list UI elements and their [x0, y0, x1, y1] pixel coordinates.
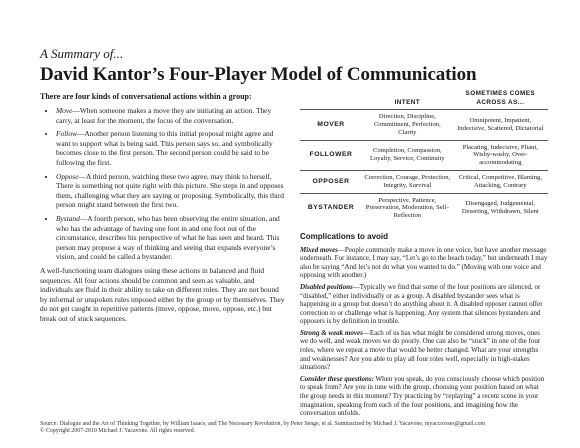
intent-cell: Correction, Courage, Protection, Integrity, Survival	[362, 170, 453, 193]
left-column	[40, 92, 288, 323]
list-item-move	[56, 106, 288, 125]
across-cell: Omnipotent, Impatient, Indecisive, Scattered, Dictatorial	[453, 110, 548, 140]
desc-bystand: —A fourth person, who has been observing the entire situation, and who has the advantage of having one foot in and one foot out of the circumstance, describes his perspective of what he has seen and heard. This person may propose a way of thinking and seeing that expands everyone’s vision, and could be called a bystander.	[56, 213, 280, 262]
role-mover: MOVER	[300, 110, 362, 140]
source-line: Source: Dialogue and the Art of Thinking Together, by William Isaacs, and The Necessary Revolution, by Peter Senge, et al. Summarized by Michael J. Yacavone, myaccrosses@gmail.com	[40, 421, 486, 427]
complication-questions	[300, 375, 548, 418]
term-questions: Consider these questions:	[300, 374, 374, 383]
desc-questions: When you speak, do you consciously choose which position to speak from? Are you in tune with the group, choosing your position based on what the group needs in this moment? Try practicing by “replaying” a recent scene in your imagination, speaking from each of the four positions, and imagining how the conversation unfolds.	[300, 374, 545, 418]
right-column	[300, 88, 548, 421]
table-header-row	[300, 88, 548, 110]
page-subtitle: A Summary of...	[40, 46, 124, 61]
role-bystander: BYSTANDER	[300, 193, 362, 223]
desc-oppose: —A third person, watching these two agree, may think to herself, There is something not quite right with this picture. She steps in and opposes them, challenging what they are saying or proposing. Symbolically, this third person might stand between the first two.	[56, 171, 284, 210]
desc-follow: —Another person listening to this initial proposal might agree and want to support what is being said. This person says so, and symbolically becomes close to the first person. The second person could be said to be following the first.	[56, 129, 274, 167]
desc-move: —When someone makes a move they are initiating an action. They carry, at least for the moment, the focus of the conversation.	[56, 106, 272, 125]
actions-list	[40, 106, 288, 262]
desc-strong-weak: —Each of us has what might be considered strong moves, ones we do well, and weak moves we do poorly. One can also be “stuck” in one of the four roles, where we repeat a move that would be better changed. What are your strengths and weaknesses? Are you able to play all four roles well, especially in high-stakes situations?	[300, 328, 541, 372]
term-move: Move	[56, 106, 73, 115]
role-opposer: OPPOSER	[300, 170, 362, 193]
desc-disabled-positions: —Typically we find that some of the four positions are silenced, or “disabled,” either individually or as a group. A disabled bystander sees what is happening in a group but doesn’t do anything about it. A disabled opposer cannot offer correction to or challenge what is happening. Any system that silences bystanders and opposers is by definition in trouble.	[300, 282, 543, 326]
header-intent: INTENT	[394, 98, 421, 106]
term-mixed-moves: Mixed moves	[300, 245, 338, 254]
term-strong-weak: Strong & weak moves	[300, 328, 363, 337]
header-role	[300, 88, 362, 110]
table-row	[300, 140, 548, 170]
copyright-line: © Copyright 2007-2010 Michael J. Yacavone. All rights reserved.	[40, 428, 195, 435]
intent-cell: Completion, Compassion, Loyalty, Service, Continuity	[362, 140, 453, 170]
desc-mixed-moves: —People commonly make a move in one voice, but have another message underneath. For instance, I may say, “Let’s go to the beach today,” but underneath I may also be saying “And let’s not do what you wanted to do.” (Moving with one voice and opposing with another.)	[300, 245, 548, 280]
complication-mixed-moves	[300, 246, 548, 280]
table-row	[300, 110, 548, 140]
table-row	[300, 170, 548, 193]
complication-disabled-positions	[300, 283, 548, 326]
across-cell: Disengaged, Judgemental, Deserting, Withdrawn, Silent	[453, 193, 548, 223]
list-item-oppose	[56, 172, 288, 210]
term-bystand: Bystand	[56, 213, 80, 223]
source-footer	[40, 421, 550, 436]
list-item-bystand	[56, 214, 288, 262]
term-oppose: Oppose	[56, 171, 79, 181]
page-title: David Kantor’s Four-Player Model of Communication	[40, 64, 477, 85]
term-disabled-positions: Disabled positions	[300, 282, 353, 291]
roles-table	[300, 88, 548, 223]
term-follow: Follow	[56, 129, 77, 139]
list-item-follow	[56, 129, 288, 167]
complications-heading: Complications to avoid	[300, 231, 389, 241]
across-cell: Critical, Competitive, Blaming, Attacking, Contrary	[453, 170, 548, 193]
role-follower: FOLLOWER	[300, 140, 362, 170]
closing-paragraph: A well-functioning team dialogues using these actions in balanced and fluid sequences. All four actions should be common and seen as valuable, and individuals are fluid in their ability to take on different roles. They are not bound by informal or unspoken rules imposed either by the group or by themselves. They do not get caught in repetitive patterns (move, oppose, move, oppose, etc.) but break out of stuck sequences.	[40, 265, 285, 323]
intent-cell: Perspective, Patience, Preservation, Moderation, Self-Reflection	[362, 193, 453, 223]
table-row	[300, 193, 548, 223]
intent-cell: Direction, Discipline, Commitment, Perfection, Clarity	[362, 110, 453, 140]
actions-lead: There are four kinds of conversational actions within a group:	[40, 92, 252, 101]
across-cell: Placating, Indecisive, Pliant, Wishy-washy, Over-accommodating	[453, 140, 548, 170]
header-across: SOMETIMES COMES ACROSS AS...	[465, 90, 536, 106]
complication-strong-weak	[300, 329, 548, 372]
